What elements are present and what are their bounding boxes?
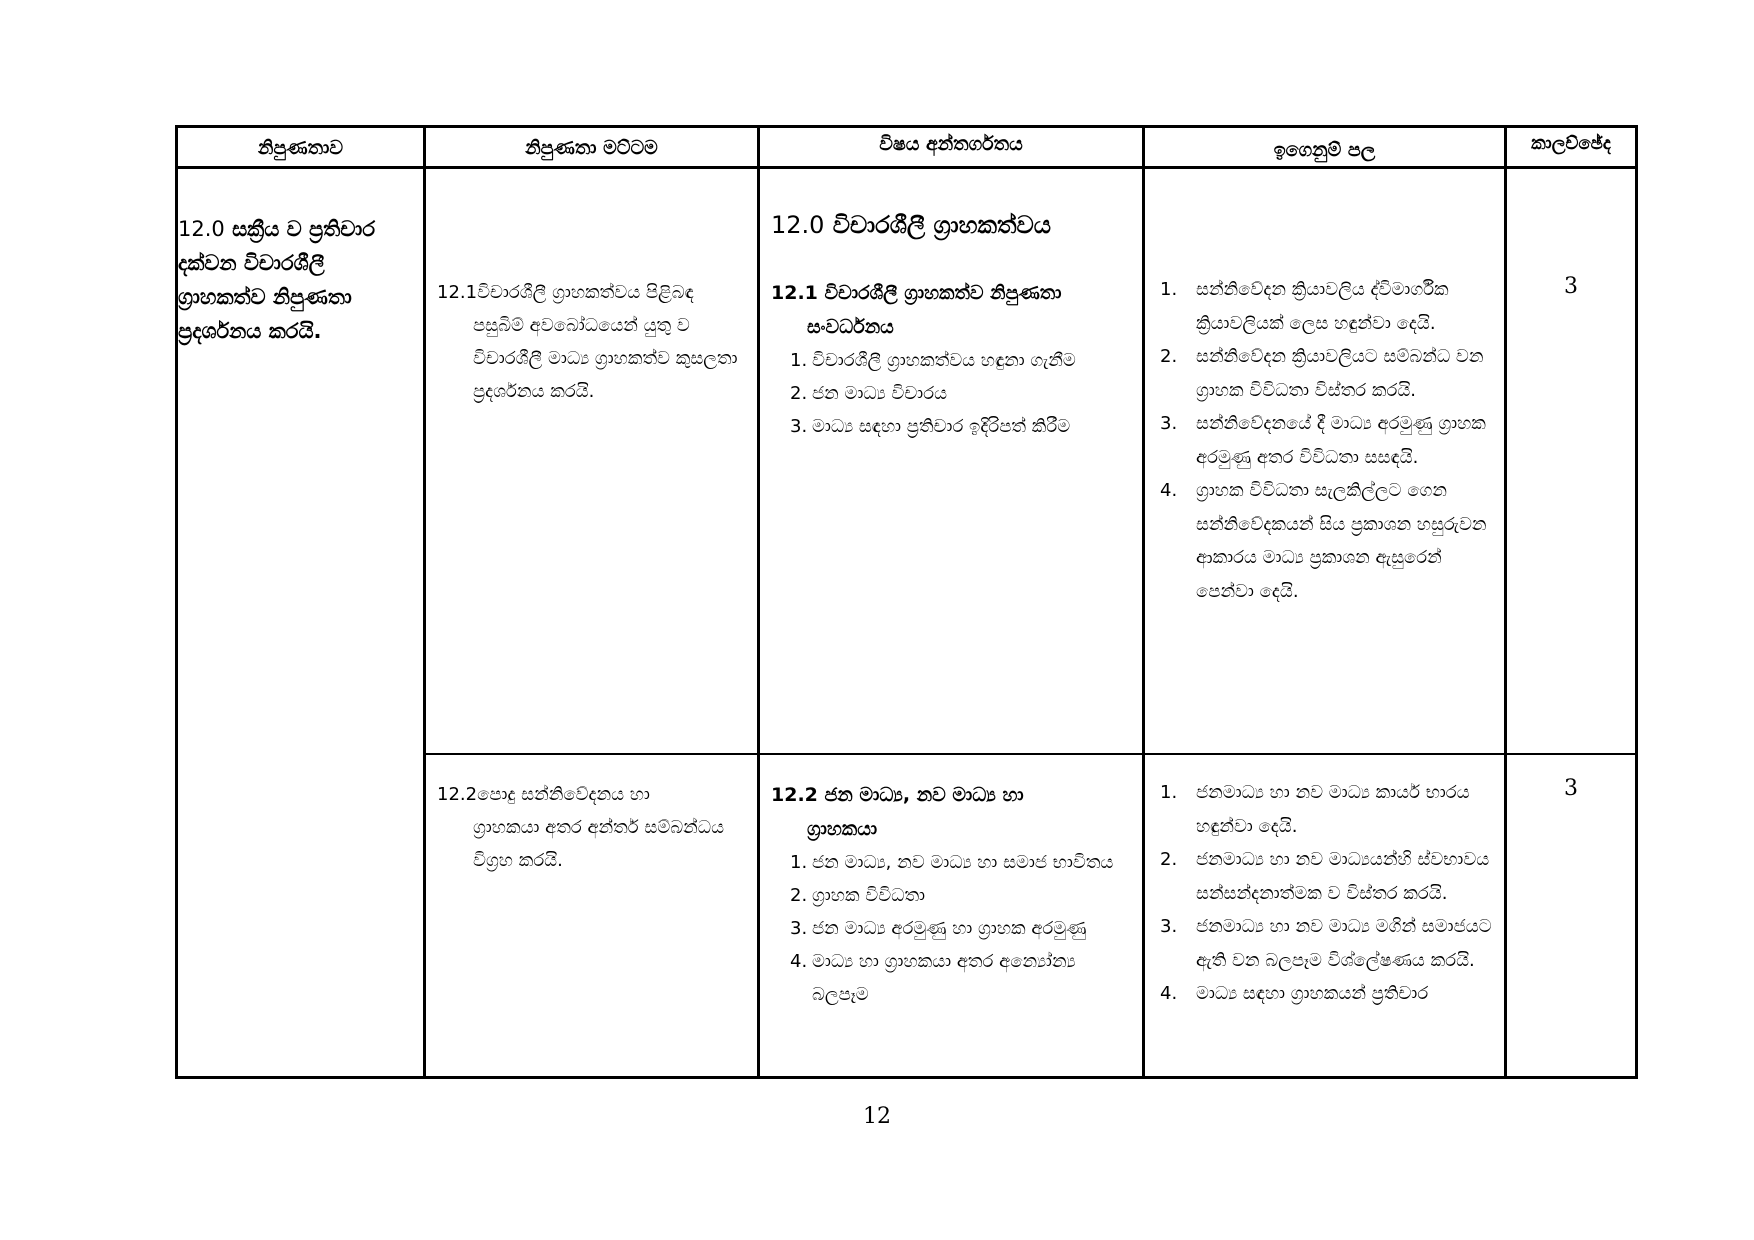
level-text-line1: විචාරශීලී ග්‍රාහකත්වය පිළිබඳ	[477, 282, 694, 303]
item-number: 3.	[790, 918, 808, 939]
list-item	[1160, 340, 1500, 407]
list-item	[790, 377, 1135, 410]
item-number: 2.	[790, 383, 808, 404]
item-number: 1.	[790, 350, 808, 371]
level-number: 12.2	[437, 784, 478, 805]
list-item	[1160, 776, 1500, 843]
list-item	[790, 945, 1135, 1011]
list-item	[790, 912, 1135, 945]
subtopic-rest: ග්‍රාහකයා	[807, 818, 878, 840]
subtopic-number: 12.2	[771, 784, 818, 806]
page-number: 12	[863, 1104, 891, 1129]
outcome-text: ජනමාධ්‍ය හා නව මාධ්‍යයන්හි ස්වභාවය සන්සන්දනාත්මක ව විස්තර කරයි.	[1196, 849, 1490, 904]
level-text-rest: ග්‍රාහකයා අතර අන්තර් සම්බන්ධය විග්‍රහ කරයි.	[473, 817, 725, 871]
row-divider	[423, 753, 1638, 755]
learning-outcomes-12-1	[1160, 273, 1500, 608]
header-periods: කාලච්ඡේද	[1531, 133, 1611, 154]
column-divider	[1504, 125, 1507, 1079]
header-subject-content: විෂය අන්තර්ගතය	[879, 133, 1023, 155]
outcome-number: 2.	[1160, 849, 1178, 870]
level-number: 12.1	[437, 282, 478, 303]
item-number: 2.	[790, 885, 808, 906]
outcome-number: 3.	[1160, 916, 1178, 937]
subtopic-list-12-1	[790, 344, 1135, 443]
item-number: 3.	[790, 416, 808, 437]
list-item	[1160, 407, 1500, 474]
item-text: ජන මාධ්‍ය විචාරය	[812, 383, 948, 404]
subtopic-list-12-2	[790, 846, 1135, 1011]
item-text: මාධ්‍ය හා ග්‍රාහකයා අතර අන්‍යෝන්‍ය බලපෑම	[812, 951, 1076, 1005]
topic-main-heading	[771, 207, 1131, 243]
header-learning-outcomes: ඉගෙනුම් පල	[1273, 139, 1376, 161]
list-item	[790, 879, 1135, 912]
outcome-number: 4.	[1160, 480, 1178, 501]
column-divider	[423, 125, 426, 1079]
list-item	[1160, 843, 1500, 910]
column-divider	[757, 125, 760, 1079]
list-item	[790, 410, 1135, 443]
table-border-bottom	[175, 1076, 1638, 1079]
subtopic-line1: ජන මාධ්‍ය, නව මාධ්‍ය හා	[824, 784, 1024, 806]
outcome-number: 2.	[1160, 346, 1178, 367]
list-item	[1160, 910, 1500, 977]
list-item	[1160, 273, 1500, 340]
subtopic-rest: සංවර්ධනය	[807, 316, 894, 338]
subtopic-number: 12.1	[771, 282, 818, 304]
outcome-number: 1.	[1160, 782, 1178, 803]
list-item	[790, 344, 1135, 377]
level-text-line1: පොදු සන්නිවේදනය හා	[477, 784, 650, 805]
list-item	[1160, 474, 1500, 608]
competency-level-12-2	[437, 778, 747, 877]
list-item	[1160, 977, 1500, 1011]
periods-value: 3	[1564, 776, 1578, 801]
subtopic-heading-12-2	[771, 778, 1131, 846]
item-text: ග්‍රාහක විවිධතා	[812, 885, 926, 906]
periods-value: 3	[1564, 274, 1578, 299]
item-text: ජන මාධ්‍ය, නව මාධ්‍ය හා සමාජ භාවිතය	[812, 852, 1114, 873]
topic-main-text: විචාරශීලී ග්‍රාහකත්වය	[832, 211, 1051, 239]
learning-outcomes-12-2	[1160, 776, 1500, 1011]
item-number: 4.	[790, 951, 808, 972]
outcome-text: ග්‍රාහක විවිධතා සැලකිල්ලට ගෙන සන්නිවේදකයන් සිය ප්‍රකාශන හසුරුවන ආකාරය මාධ්‍ය ප්‍රකාශන ඇසුරෙන් පෙන්වා දෙයි.	[1196, 480, 1487, 602]
outcome-text: ජනමාධ්‍ය හා නව මාධ්‍ය මගින් සමාජයට ඇති වන බලපෑම විශ්ලේෂණය කරයි.	[1196, 916, 1492, 971]
list-item	[790, 846, 1135, 879]
table-border-right	[1635, 125, 1638, 1079]
topic-main-number: 12.0	[771, 211, 825, 239]
outcome-number: 1.	[1160, 279, 1178, 300]
competency-text: සක්‍රීය ව ප්‍රතිචාර දක්වන විචාරශීලී ග්‍රාහකත්ව නිපුණතා ප්‍රදර්ශනය කරයි.	[178, 217, 376, 343]
competency-number: 12.0	[178, 217, 225, 241]
outcome-text: ජනමාධ්‍ය හා නව මාධ්‍ය කාර්ය භාරය හඳුන්වා දෙයි.	[1196, 782, 1470, 837]
level-text-rest: පසුබිම් අවබෝධයෙන් යුතු ව විචාරශීලී මාධ්‍ය ග්‍රාහකත්ව කුසලතා ප්‍රදර්ශනය කරයි.	[473, 315, 738, 402]
outcome-text: සන්නිවේදනයේ දී මාධ්‍ය අරමුණු ග්‍රාහක අරමුණු අතර විවිධතා සසඳයි.	[1196, 413, 1486, 468]
outcome-text: සන්නිවේදන ක්‍රියාවලියට සම්බන්ධ වන ග්‍රාහක විවිධතා විස්තර කරයි.	[1196, 346, 1484, 401]
header-competency-level: නිපුණතා මට්ටම	[525, 137, 658, 159]
header-competency: නිපුණතාව	[258, 137, 343, 159]
outcome-text: මාධ්‍ය සඳහා ග්‍රාහකයන් ප්‍රතිචාර	[1196, 983, 1429, 1004]
item-text: මාධ්‍ය සඳහා ප්‍රතිචාර ඉදිරිපත් කිරීම	[812, 416, 1071, 437]
competency-statement	[178, 212, 418, 348]
subtopic-heading-12-1	[771, 276, 1131, 344]
competency-level-12-1	[437, 276, 747, 408]
outcome-text: සන්නිවේදන ක්‍රියාවලිය ද්විමාර්ගික ක්‍රියාවලියක් ලෙස හඳුන්වා දෙයි.	[1196, 279, 1449, 334]
outcome-number: 4.	[1160, 983, 1178, 1004]
item-text: විචාරශීලී ග්‍රාහකත්වය හඳුනා ගැනීම	[812, 350, 1076, 371]
outcome-number: 3.	[1160, 413, 1178, 434]
item-text: ජන මාධ්‍ය අරමුණු හා ග්‍රාහක අරමුණු	[812, 918, 1087, 939]
column-divider	[1142, 125, 1145, 1079]
item-number: 1.	[790, 852, 808, 873]
subtopic-line1: විචාරශීලී ග්‍රාහකත්ව නිපුණතා	[824, 282, 1062, 304]
